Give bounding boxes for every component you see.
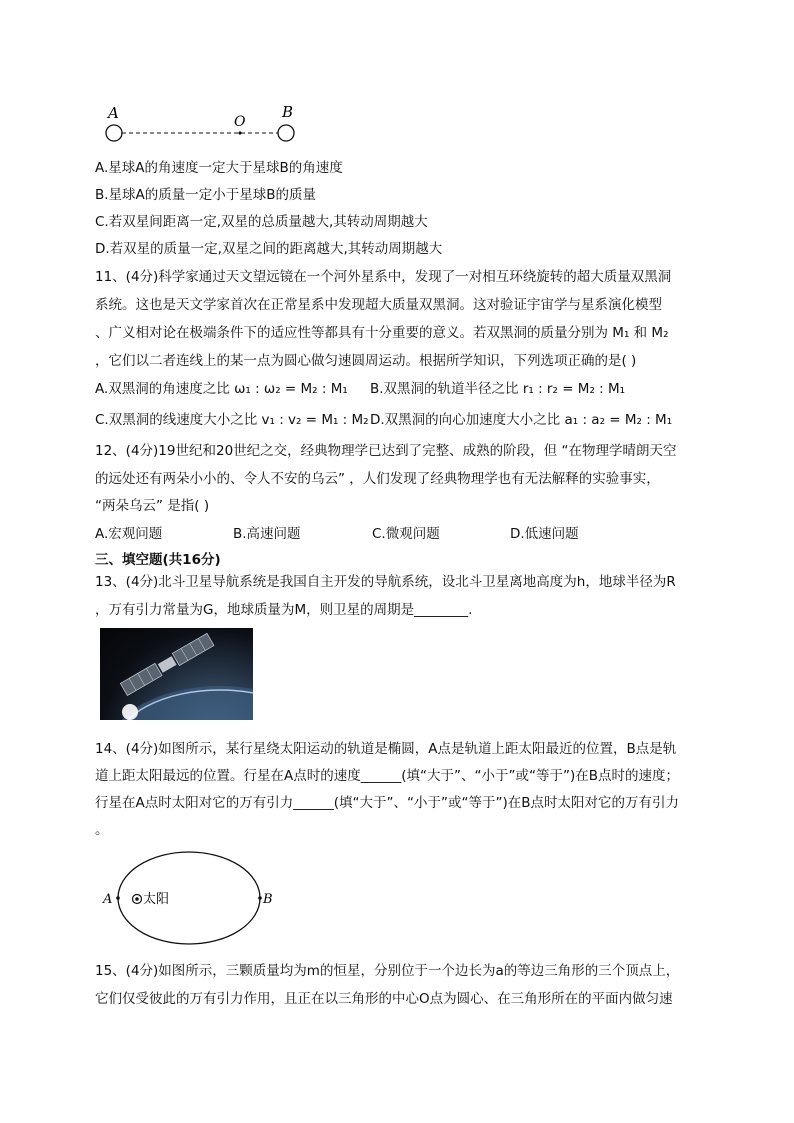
orbit-ellipse [118,852,260,944]
q11-line-4: ，它们以二者连线上的某一点为圆心做匀速圆周运动。根据所学知识，下列选项正确的是( ) [95,353,637,369]
label-sun: 太阳 [143,892,170,907]
q11-option-c: C.双黑洞的线速度大小之比 v₁ : v₂ = M₁ : M₂ [95,412,369,428]
binary-star-figure [100,100,310,148]
q14-line-3: 行星在A点时太阳对它的万有引力______(填“大于”、“小于”或“等于”)在B点时太阳对它的万有引力 [95,795,679,811]
section-heading-fill-in: 三、填空题(共16分) [95,552,221,568]
point-a-dot [116,896,120,900]
q12-line-2: 的远处还有两朵小小的、令人不安的乌云” ，人们发现了经典物理学也有无法解释的实验事实， [95,471,660,487]
q14-line-4: 。 [95,822,109,838]
q11-line-2: 系统。这也是天文学家首次在正常星系中发现超大质量双黑洞。这对验证宇宙学与星系演化模型 [95,297,662,313]
elliptical-orbit-figure [100,848,280,948]
label-a: A [103,892,113,907]
q12-option-a: A.宏观问题 [95,526,163,542]
center-o-dot [238,131,241,134]
q11-option-a: A.双黑洞的角速度之比 ω₁ : ω₂ = M₂ : M₁ [95,381,348,397]
q13-line-1: 13、(4分)北斗卫星导航系统是我国自主开发的导航系统，设北斗卫星离地高度为h，地球半径为R [95,574,676,590]
q10-option-b: B.星球A的质量一定小于星球B的质量 [95,187,317,203]
label-b: B [282,103,294,121]
q12-option-d: D.低速问题 [510,526,579,542]
q12-line-3: “两朵乌云” 是指( ) [95,498,210,514]
q14-line-1: 14、(4分)如图所示，某行星绕太阳运动的轨道是椭圆，A点是轨道上距太阳最近的位置，B点是轨 [95,741,677,757]
label-o: O [234,114,246,130]
label-a: A [108,104,119,122]
q11-option-d: D.双黑洞的向心加速度大小之比 a₁ : a₂ = M₂ : M₁ [370,412,673,428]
star-b-circle [278,125,294,141]
q11-line-3: 、广义相对论在极端条件下的适应性等都具有十分重要的意义。若双黑洞的质量分别为 M₁ 和 M₂ [95,325,669,341]
q15-line-2: 它们仅受彼此的万有引力作用，且正在以三角形的中心O点为圆心、在三角形所在的平面内做匀速 [95,991,673,1007]
q11-line-1: 11、(4分)科学家通过天文望远镜在一个河外星系中，发现了一对相互环绕旋转的超大质量双黑洞 [95,269,672,285]
q12-option-b: B.高速问题 [233,526,301,542]
q10-option-a: A.星球A的角速度一定大于星球B的角速度 [95,160,343,176]
satellite-photo [100,628,253,720]
q10-option-d: D.若双星的质量一定,双星之间的距离越大,其转动周期越大 [95,241,443,257]
q12-option-c: C.微观问题 [372,526,440,542]
q15-line-1: 15、(4分)如图所示，三颗质量均为m的恒星，分别位于一个边长为a的等边三角形的三个顶点上， [95,963,680,979]
star-a-circle [106,125,122,141]
q10-option-c: C.若双星间距离一定,双星的总质量越大,其转动周期越大 [95,214,428,230]
q12-line-1: 12、(4分)19世纪和20世纪之交，经典物理学已达到了完整、成熟的阶段，但 “在物理学晴朗天空 [95,443,677,459]
q14-line-2: 道上距太阳最远的位置。行星在A点时的速度______(填“大于”、“小于”或“等于”)在B点时的速度； [95,768,679,784]
q13-line-2: ，万有引力常量为G，地球质量为M，则卫星的周期是________. [95,602,473,618]
q11-option-b: B.双黑洞的轨道半径之比 r₁ : r₂ = M₂ : M₁ [370,381,626,397]
label-b: B [263,892,273,907]
point-b-dot [258,896,262,900]
